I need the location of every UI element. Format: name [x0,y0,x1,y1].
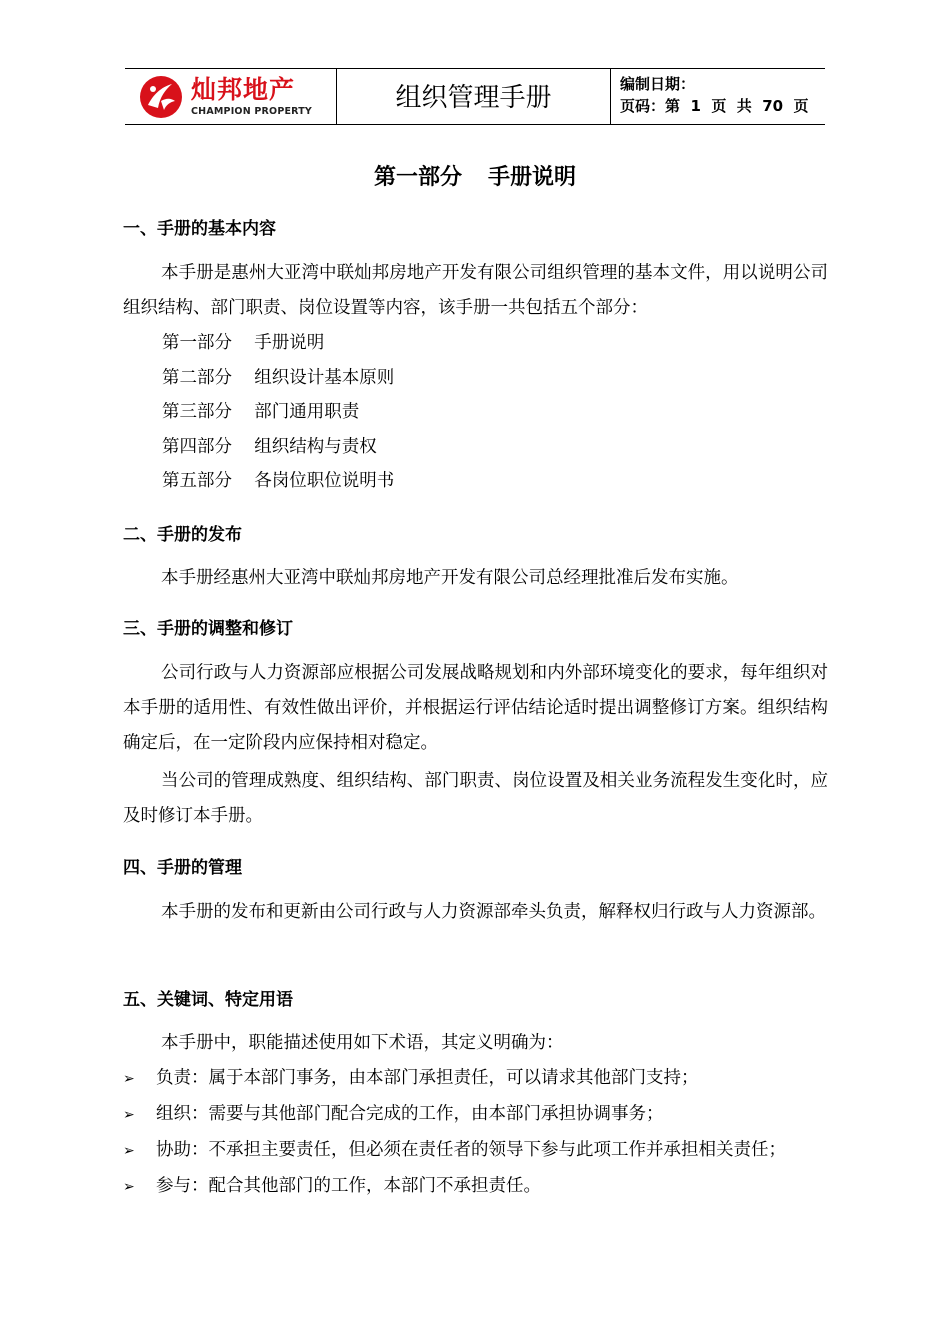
arrow-bullet-icon: ➢ [123,1107,135,1123]
arrow-bullet-icon: ➢ [123,1143,135,1159]
list-item: ➢ 组织：需要与其他部门配合完成的工作，由本部门承担协调事务； [123,1097,786,1133]
logo-name: 灿邦地产 [191,75,296,104]
paragraph: 本手册是惠州大亚湾中联灿邦房地产开发有限公司组织管理的基本文件，用以说明公司组织结构、部门职责、岗位设置等内容，该手册一共包括五个部分： [123,263,828,318]
section-heading: 三、手册的调整和修订 [123,619,293,639]
parts-list [162,326,394,499]
header-meta [620,73,809,117]
list-item: 第四部分 组织结构与责权 [162,436,377,457]
list-item: 第二部分 组织设计基本原则 [162,367,395,388]
part-name: 手册说明 [488,165,577,190]
list-item: 第一部分 手册说明 [162,333,325,353]
paragraph: 当公司的管理成熟度、组织结构、部门职责、岗位设置及相关业务流程发生变化时，应及时修订本手册。 [123,771,828,826]
arrow-bullet-icon: ➢ [123,1071,135,1087]
list-item: 第三部分 部门通用职责 [162,402,360,422]
paragraph: 本手册中，职能描述使用如下术语，其定义明确为： [161,1033,564,1053]
arrow-bullet-icon: ➢ [123,1179,135,1195]
list-item: 第五部分 各岗位职位说明书 [162,471,395,491]
logo-english-name: CHAMPION PROPERTY [191,106,313,117]
section-heading: 四、手册的管理 [123,858,242,878]
part-number: 第一部分 [373,165,462,190]
list-item: ➢ 协助：不承担主要责任，但必须在责任者的领导下参与此项工作并承担相关责任； [123,1133,786,1169]
paragraph: 本手册的发布和更新由公司行政与人力资源部牵头负责，解释权归行政与人力资源部。 [161,902,826,922]
terms-list [123,1061,786,1205]
section-heading: 五、关键词、特定用语 [123,990,293,1010]
section-heading: 一、手册的基本内容 [123,219,276,239]
section-heading: 二、手册的发布 [123,525,242,545]
page-header [125,68,825,125]
company-logo [139,75,329,119]
list-item: ➢ 负责：属于本部门事务，由本部门承担责任，可以请求其他部门支持； [123,1061,786,1097]
part-title [0,160,950,191]
paragraph: 本手册经惠州大亚湾中联灿邦房地产开发有限公司总经理批准后发布实施。 [161,568,739,588]
header-title: 组织管理手册 [395,83,552,113]
paragraph: 公司行政与人力资源部应根据公司发展战略规划和内外部环境变化的要求，每年组织对本手册的适用性、有效性做出评价，并根据运行评估结论适时提出调整修订方案。组织结构确定后，在一定阶段内应保持相对稳定。 [123,663,828,753]
list-item: ➢ 参与：配合其他部门的工作，本部门不承担责任。 [123,1169,786,1205]
page-number: 页码：第 1 页 共 70 页 [620,97,809,115]
header-divider [610,69,611,124]
logo-emblem-icon [139,75,183,119]
compile-date-label: 编制日期： [620,75,696,93]
